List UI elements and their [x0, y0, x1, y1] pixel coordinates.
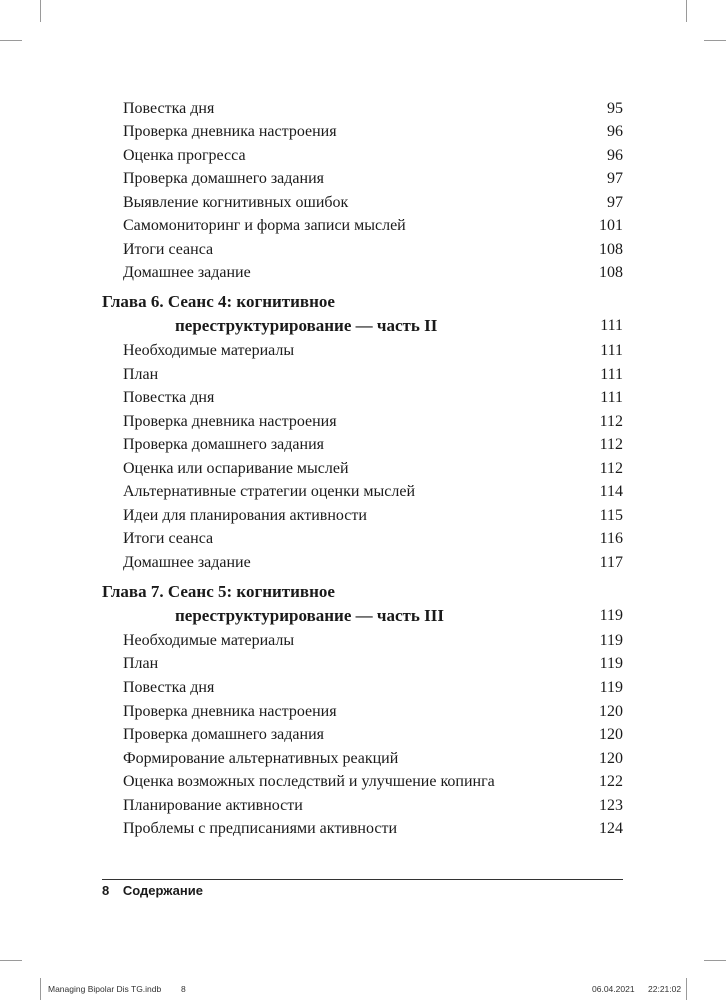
toc-entry-label: Проверка домашнего задания	[123, 436, 324, 453]
running-footer	[102, 882, 203, 900]
chapter-title-line1: Глава 7. Сеанс 5: когнитивное	[102, 582, 335, 601]
toc-entry-label: Оценка или оспаривание мыслей	[123, 460, 349, 477]
toc-entry-label: Проверка дневника настроения	[123, 123, 337, 140]
toc-entry-label: Самомониторинг и форма записи мыслей	[123, 217, 406, 234]
toc-entry	[123, 387, 623, 409]
toc-entry	[123, 364, 623, 386]
toc-entry-page: 111	[600, 342, 623, 359]
toc-entry-page: 117	[599, 554, 623, 571]
slug-date: 06.04.2021	[592, 984, 635, 994]
toc-entry-page: 108	[599, 264, 623, 281]
toc-entry-label: Идеи для планирования активности	[123, 507, 367, 524]
toc-entry-page: 97	[607, 170, 623, 187]
toc-entry-label: Проверка домашнего задания	[123, 170, 324, 187]
toc-entry-label: Необходимые материалы	[123, 342, 295, 359]
toc-entry-label: Формирование альтернативных реакций	[123, 750, 399, 767]
toc-entry-label: Домашнее задание	[123, 264, 251, 281]
toc-entry	[123, 239, 623, 261]
toc-entry-page: 97	[607, 194, 623, 211]
toc-entry	[123, 121, 623, 143]
slug-file: Managing Bipolar Dis TG.indb	[48, 984, 162, 994]
toc-entry-page: 101	[599, 217, 623, 234]
toc-entry	[123, 192, 623, 214]
toc-entry	[123, 98, 623, 120]
toc-entry-page: 119	[599, 632, 623, 649]
slug-page: 8	[181, 984, 186, 994]
toc-entry	[123, 340, 623, 362]
toc-entry-page: 119	[599, 655, 623, 672]
toc-entry-label: Оценка прогресса	[123, 147, 246, 164]
toc-entry-page: 111	[600, 389, 623, 406]
toc-entry-page: 123	[599, 797, 623, 814]
toc-entry-page: 96	[607, 123, 623, 140]
toc-entry-label: План	[123, 366, 159, 383]
footer-section-title: Содержание	[122, 883, 203, 898]
toc-entry	[123, 771, 623, 793]
chapter-title-line1: Глава 6. Сеанс 4: когнитивное	[102, 292, 335, 311]
toc-entry-label: Оценка возможных последствий и улучшение копинга	[123, 773, 495, 790]
toc-entry-page: 120	[599, 750, 623, 767]
toc-entry-page: 112	[599, 413, 623, 430]
toc-entry	[123, 724, 623, 746]
toc-entry	[123, 168, 623, 190]
toc-entry	[123, 748, 623, 770]
toc-entry-page: 108	[599, 241, 623, 258]
toc-entry	[123, 262, 623, 284]
toc-entry-label: Необходимые материалы	[123, 632, 295, 649]
toc-entry-page: 116	[599, 530, 623, 547]
toc-entry-page: 114	[599, 483, 623, 500]
toc-entry-label: Итоги сеанса	[123, 241, 214, 258]
toc-entry-page: 120	[599, 726, 623, 743]
chapter-heading	[102, 581, 623, 629]
toc-entry-label: Проверка дневника настроения	[123, 703, 337, 720]
toc-entry	[123, 630, 623, 652]
toc-entry-label: Проблемы с предписаниями активности	[123, 820, 398, 837]
toc-entry	[123, 677, 623, 699]
toc-entry	[123, 145, 623, 167]
toc-entry-label: Альтернативные стратегии оценки мыслей	[123, 483, 416, 500]
toc-entry-label: Проверка домашнего задания	[123, 726, 324, 743]
toc-entry	[123, 434, 623, 456]
toc-entry	[123, 215, 623, 237]
footer-divider	[102, 879, 623, 880]
toc-entry	[123, 481, 623, 503]
footer-page-number: 8	[102, 883, 110, 898]
toc-entry-page: 122	[599, 773, 623, 790]
toc-entry	[123, 458, 623, 480]
toc-entry-page: 112	[599, 436, 623, 453]
toc-entry-page: 124	[599, 820, 623, 837]
toc-entry-page: 115	[599, 507, 623, 524]
toc-entry	[123, 653, 623, 675]
chapter-page: 119	[599, 607, 623, 624]
toc-entry-label: Повестка дня	[123, 100, 215, 117]
toc-entry	[123, 818, 623, 840]
toc-entry-label: Выявление когнитивных ошибок	[123, 194, 349, 211]
toc-entry	[123, 552, 623, 574]
toc-entry-page: 119	[599, 679, 623, 696]
toc-entry	[123, 411, 623, 433]
toc-entry-page: 95	[607, 100, 623, 117]
toc-entry-label: Планирование активности	[123, 797, 303, 814]
toc-entry-page: 120	[599, 703, 623, 720]
chapter-page: 111	[600, 317, 623, 334]
toc-entry-page: 96	[607, 147, 623, 164]
slug-time: 22:21:02	[648, 984, 682, 994]
toc-entry-page: 112	[599, 460, 623, 477]
toc-entry-label: Повестка дня	[123, 679, 215, 696]
chapter-heading	[102, 291, 623, 339]
toc-entry-label: Повестка дня	[123, 389, 215, 406]
chapter-title-line2: переструктурирование — часть II	[175, 316, 438, 335]
toc-entry-label: Итоги сеанса	[123, 530, 214, 547]
toc-entry	[123, 701, 623, 723]
toc-entry	[123, 795, 623, 817]
toc-entry-label: Домашнее задание	[123, 554, 251, 571]
toc-entry-page: 111	[600, 366, 623, 383]
toc-entry	[123, 528, 623, 550]
chapter-title-line2: переструктурирование — часть III	[175, 606, 444, 625]
toc-entry	[123, 505, 623, 527]
toc-entry-label: План	[123, 655, 159, 672]
toc-entry-label: Проверка дневника настроения	[123, 413, 337, 430]
